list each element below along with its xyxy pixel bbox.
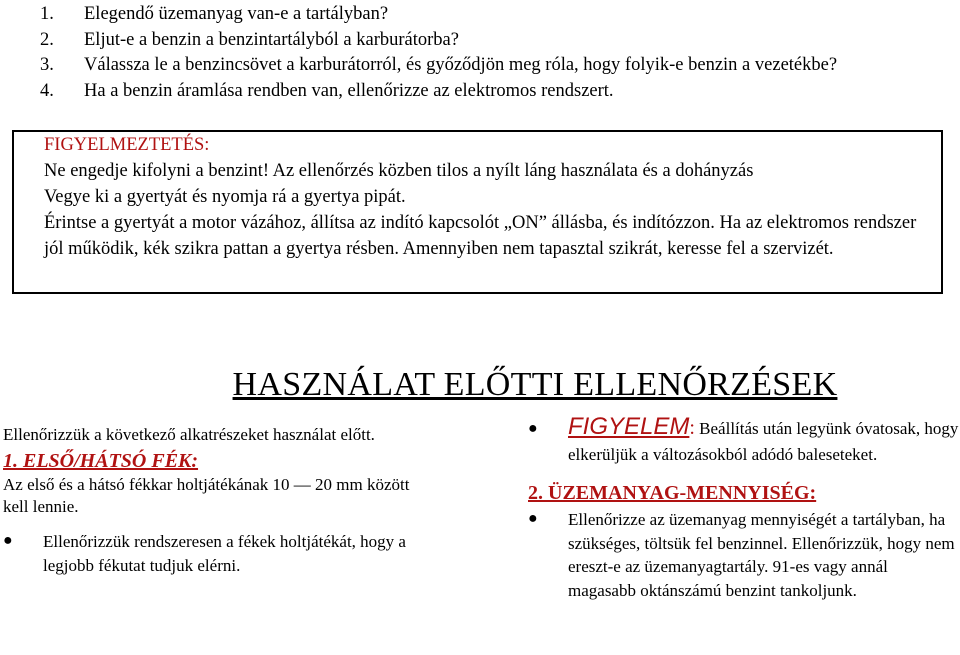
brake-bullet-text: Ellenőrizzük rendszeresen a fékek holtjátékát, hogy a legjobb fékutat tudjuk elérni. [43, 532, 406, 575]
step-text: Válassza le a benzincsövet a karburátorról, és győződjön meg róla, hogy folyik-e benzin a vezetékbe? [84, 55, 838, 75]
warning-text-fire: Ne engedje kifolyni a benzint! Az ellenőrzés közben tilos a nyílt láng használata és a dohányzás [44, 161, 754, 181]
step-text: Eljut-e a benzin a benzintartályból a karburátorba? [84, 29, 459, 50]
brake-bullet-item [3, 530, 433, 578]
caution-item [528, 414, 960, 468]
checklist-intro: Ellenőrizzük a következő alkatrészeket használat előtt. [3, 425, 375, 444]
caution-label: FIGYELEM [568, 413, 690, 440]
step-item [40, 28, 945, 54]
fuel-bullet-item [528, 508, 960, 602]
step-number: 3. [40, 55, 54, 75]
troubleshooting-steps [40, 2, 945, 104]
step-item [40, 2, 945, 28]
warning-text-plug: Vegye ki a gyertyát és nyomja rá a gyertya pipát. [44, 187, 406, 207]
bullet-icon: ● [528, 420, 538, 437]
fuel-bullet-text: Ellenőrizze az üzemanyag mennyiségét a tartályban, ha szükséges, töltsük fel benzinnel. Ellenőrizzük, hogy nem ereszt-e az üzemanyagtartály. 91-es vagy annál magasabb oktánszámú benzint tankoljunk. [568, 510, 955, 600]
step-item [40, 53, 945, 79]
left-column [3, 424, 433, 578]
step-number: 1. [40, 4, 54, 24]
warning-title: FIGYELMEZTETÉS: [44, 135, 210, 155]
bullet-icon: ● [3, 532, 13, 549]
warning-box [12, 130, 943, 294]
step-number: 2. [40, 29, 54, 50]
step-text: Elegendő üzemanyag van-e a tartályban? [84, 4, 389, 24]
step-text: Ha a benzin áramlása rendben van, ellenőrizze az elektromos rendszert. [84, 80, 614, 101]
step-item [40, 79, 945, 105]
brake-heading: 1. ELSŐ/HÁTSÓ FÉK: [3, 450, 199, 472]
bullet-icon: ● [528, 510, 538, 527]
caution-colon: : [689, 417, 695, 439]
caution-text: Beállítás után legyünk óvatosak, hogy elkerüljük a változásokból adódó baleseteket. [568, 419, 959, 464]
brake-text: Az első és a hátsó fékkar holtjátékának 10 — 20 mm között kell lennie. [3, 475, 410, 516]
fuel-heading: 2. ÜZEMANYAG-MENNYISÉG: [528, 482, 817, 504]
section-title: HASZNÁLAT ELŐTTI ELLENŐRZÉSEK [232, 366, 838, 403]
right-column [528, 414, 960, 602]
warning-text-spark: Érintse a gyertyát a motor vázához, állítsa az indító kapcsolót „ON” állásba, és indítózzon. Ha az elektromos rendszer jól működik, kék szikra pattan a gyertya résben. Amennyiben nem tapasztal szikrát, keresse fel a szervizét. [44, 213, 917, 259]
step-number: 4. [40, 80, 54, 101]
